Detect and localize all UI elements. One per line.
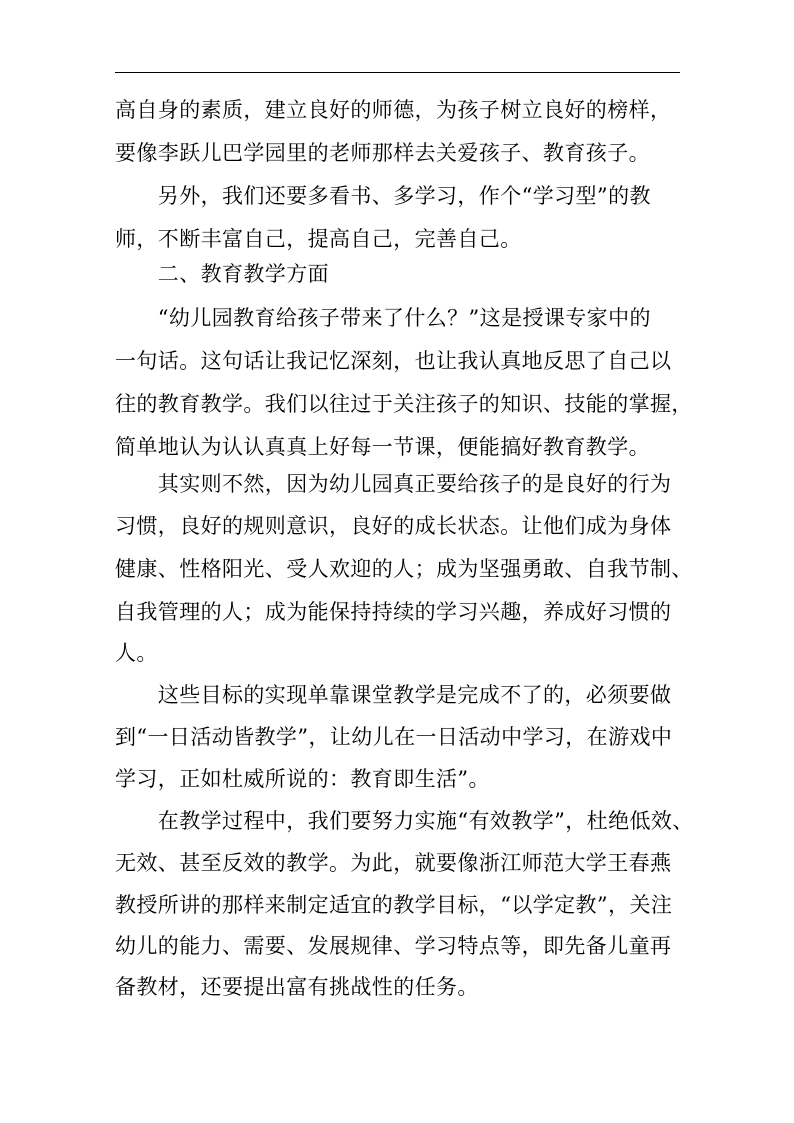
- text-line: 一句话。这句话让我记忆深刻，也让我认真地反思了自己以: [115, 349, 672, 373]
- text-line: 在教学过程中，我们要努力实施“有效教学”，杜绝低效、: [115, 809, 694, 833]
- text-line: “幼儿园教育给孩子带来了什么？”这是授课专家中的: [115, 306, 651, 330]
- text-line: 无效、甚至反效的教学。为此，就要像浙江师范大学王春燕: [115, 851, 672, 875]
- text-line: 往的教育教学。我们以往过于关注孩子的知识、技能的掌握，: [115, 392, 693, 416]
- text-line: 自我管理的人；成为能保持持续的学习兴趣，养成好习惯的: [115, 600, 672, 624]
- section-heading: 二、教育教学方面: [115, 262, 329, 286]
- header-rule: [115, 72, 680, 73]
- text-line: 高自身的素质，建立良好的师德，为孩子树立良好的榜样，: [115, 98, 672, 122]
- text-line: 教授所讲的那样来制定适宜的教学目标，“以学定教”，关注: [115, 893, 673, 917]
- text-line: 备教材，还要提出富有挑战性的任务。: [115, 975, 479, 999]
- text-line: 人。: [115, 641, 158, 665]
- text-line: 幼儿的能力、需要、发展规律、学习特点等，即先备儿童再: [115, 934, 672, 958]
- text-line: 习惯，良好的规则意识，良好的成长状态。让他们成为身体: [115, 514, 672, 538]
- text-line: 到“一日活动皆教学”，让幼儿在一日活动中学习，在游戏中: [115, 725, 673, 749]
- text-line: 其实则不然，因为幼儿园真正要给孩子的是良好的行为: [115, 472, 672, 496]
- text-line: 另外，我们还要多看书、多学习，作个“学习型”的教: [115, 184, 651, 208]
- text-line: 这些目标的实现单靠课堂教学是完成不了的，必须要做: [115, 683, 672, 707]
- text-line: 学习，正如杜威所说的：教育即生活”。: [115, 767, 490, 791]
- text-line: 师，不断丰富自己，提高自己，完善自己。: [115, 227, 522, 251]
- text-line: 健康、性格阳光、受人欢迎的人；成为坚强勇敢、自我节制、: [115, 557, 693, 581]
- text-line: 简单地认为认认真真上好每一节课，便能搞好教育教学。: [115, 435, 650, 459]
- text-line: 要像李跃儿巴学园里的老师那样去关爱孩子、教育孩子。: [115, 141, 650, 165]
